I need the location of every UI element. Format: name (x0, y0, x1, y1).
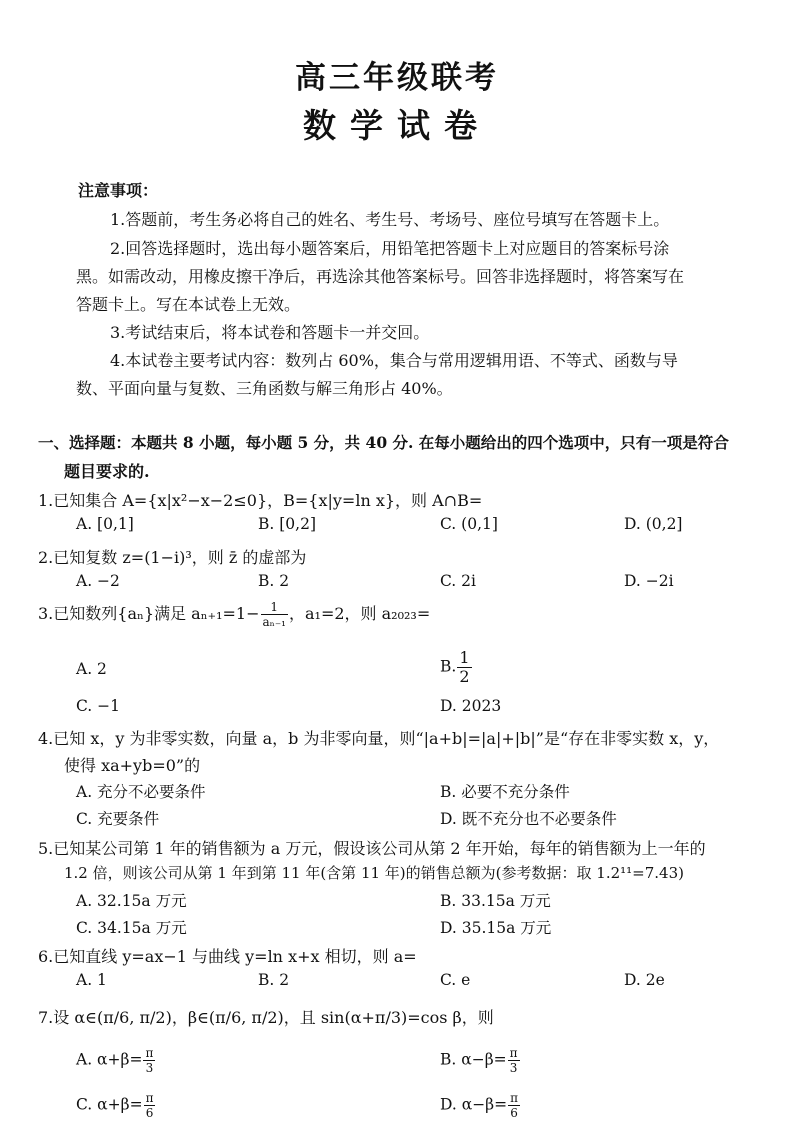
q7-option-c-denominator: 6 (145, 1106, 154, 1120)
q3-option-b (440, 650, 473, 685)
q7-option-d-label: D. α−β= (440, 1095, 508, 1114)
q4-stem-line1: 4.已知 x，y 为非零实数，向量 a，b 为非零向量，则“|a+b|=|a|+|b|”是“存在非零实数 x，y， (38, 729, 720, 748)
q3-stem-a: 3.已知数列{aₙ}满足 aₙ₊₁=1− (38, 604, 260, 623)
q7-option-c-numerator: π (145, 1091, 154, 1105)
q7-option-d-numerator: π (510, 1091, 519, 1105)
q2-option-a: A. −2 (76, 572, 120, 590)
q4-option-a: A. 充分不必要条件 (76, 783, 206, 801)
q6-option-b: B. 2 (258, 971, 290, 989)
q7-option-a (76, 1047, 156, 1074)
q5-option-a: A. 32.15a 万元 (76, 892, 187, 910)
q7-option-a-denominator: 3 (145, 1061, 154, 1075)
notice-item-2a: 2.回答选择题时，选出每小题答案后，用铅笔把答题卡上对应题目的答案标号涂 (110, 239, 670, 258)
q4-option-b: B. 必要不充分条件 (440, 783, 570, 801)
notice-heading: 注意事项： (78, 181, 159, 200)
notice-item-2c: 答题卡上。写在本试卷上无效。 (76, 295, 301, 314)
q6-stem: 6.已知直线 y=ax−1 与曲线 y=ln x+x 相切，则 a= (38, 947, 417, 966)
q7-option-d-denominator: 6 (510, 1106, 518, 1120)
q7-option-c-fraction (144, 1092, 156, 1119)
q3-option-c: C. −1 (76, 697, 121, 715)
q2-option-c: C. 2i (440, 572, 476, 590)
section-heading-line2: 题目要求的. (64, 462, 150, 481)
title-line1: 高三年级联考 (295, 60, 499, 96)
q6-option-d: D. 2e (624, 971, 665, 989)
q3-fraction-numerator: 1 (261, 601, 289, 615)
q5-option-d: D. 35.15a 万元 (440, 919, 552, 937)
q1-option-c: C. (0,1] (440, 515, 498, 533)
q7-option-b (440, 1047, 521, 1074)
q7-option-d (440, 1092, 521, 1119)
notice-item-1: 1.答题前，考生务必将自己的姓名、考生号、考场号、座位号填写在答题卡上。 (110, 210, 670, 229)
q7-stem: 7.设 α∈(π/6, π/2)，β∈(π/6, π/2)，且 sin(α+π/3)=cos β，则 (38, 1008, 494, 1027)
q3-option-b-denominator: 2 (459, 667, 470, 686)
q4-option-d: D. 既不充分也不必要条件 (440, 810, 617, 828)
q7-option-b-label: B. α−β= (440, 1050, 507, 1069)
q7-option-d-fraction (508, 1092, 520, 1119)
q2-option-b: B. 2 (258, 572, 290, 590)
notice-item-4a: 4.本试卷主要考试内容：数列占 60%，集合与常用逻辑用语、不等式、函数与导 (110, 351, 678, 370)
q3-option-d: D. 2023 (440, 697, 502, 715)
q3-fraction (261, 601, 289, 628)
q6-option-a: A. 1 (76, 971, 107, 989)
q7-option-c (76, 1092, 156, 1119)
q7-option-a-label: A. α+β= (76, 1050, 143, 1069)
q3-fraction-denominator: aₙ₋₁ (262, 615, 286, 629)
title-line2: 数学试卷 (303, 106, 491, 145)
q1-option-b: B. [0,2] (258, 515, 316, 533)
q2-option-d: D. −2i (624, 572, 674, 590)
q3-option-b-fraction (457, 650, 471, 685)
q4-stem-line2: 使得 xa+yb=0”的 (64, 756, 201, 775)
q3-stem (38, 601, 430, 628)
q3-option-b-numerator: 1 (459, 648, 470, 667)
q5-stem-line2: 1.2 倍，则该公司从第 1 年到第 11 年(含第 11 年)的销售总额为(参考数据：取 1.2¹¹=7.43) (64, 864, 684, 882)
q3-option-b-label: B. (440, 657, 457, 676)
q7-option-c-label: C. α+β= (76, 1095, 143, 1114)
q2-stem: 2.已知复数 z=(1−i)³，则 z̄ 的虚部为 (38, 548, 307, 567)
q5-option-c: C. 34.15a 万元 (76, 919, 187, 937)
q7-option-b-fraction (508, 1047, 520, 1074)
q3-stem-b: ，a₁=2，则 a₂₀₂₃= (289, 604, 431, 623)
q7-option-b-numerator: π (509, 1046, 518, 1060)
q3-option-a: A. 2 (76, 660, 107, 678)
q6-option-c: C. e (440, 971, 471, 989)
q1-option-a: A. [0,1] (76, 515, 134, 533)
q4-option-c: C. 充要条件 (76, 810, 160, 828)
q7-option-a-fraction (143, 1047, 155, 1074)
notice-item-4b: 数、平面向量与复数、三角函数与解三角形占 40%。 (76, 379, 453, 398)
q5-option-b: B. 33.15a 万元 (440, 892, 551, 910)
q5-stem-line1: 5.已知某公司第 1 年的销售额为 a 万元，假设该公司从第 2 年开始，每年的销售额为上一年的 (38, 839, 706, 858)
q7-option-b-denominator: 3 (509, 1061, 518, 1075)
q1-option-d: D. (0,2] (624, 515, 683, 533)
section-heading-line1: 一、选择题：本题共 8 小题，每小题 5 分，共 40 分. 在每小题给出的四个选项中，只有一项是符合 (38, 433, 729, 452)
q1-stem: 1.已知集合 A={x|x²−x−2≤0}，B={x|y=ln x}，则 A∩B= (38, 491, 483, 510)
notice-item-3: 3.考试结束后，将本试卷和答题卡一并交回。 (110, 323, 430, 342)
q7-option-a-numerator: π (145, 1046, 154, 1060)
notice-item-2b: 黑。如需改动，用橡皮擦干净后，再选涂其他答案标号。回答非选择题时，将答案写在 (76, 267, 685, 286)
